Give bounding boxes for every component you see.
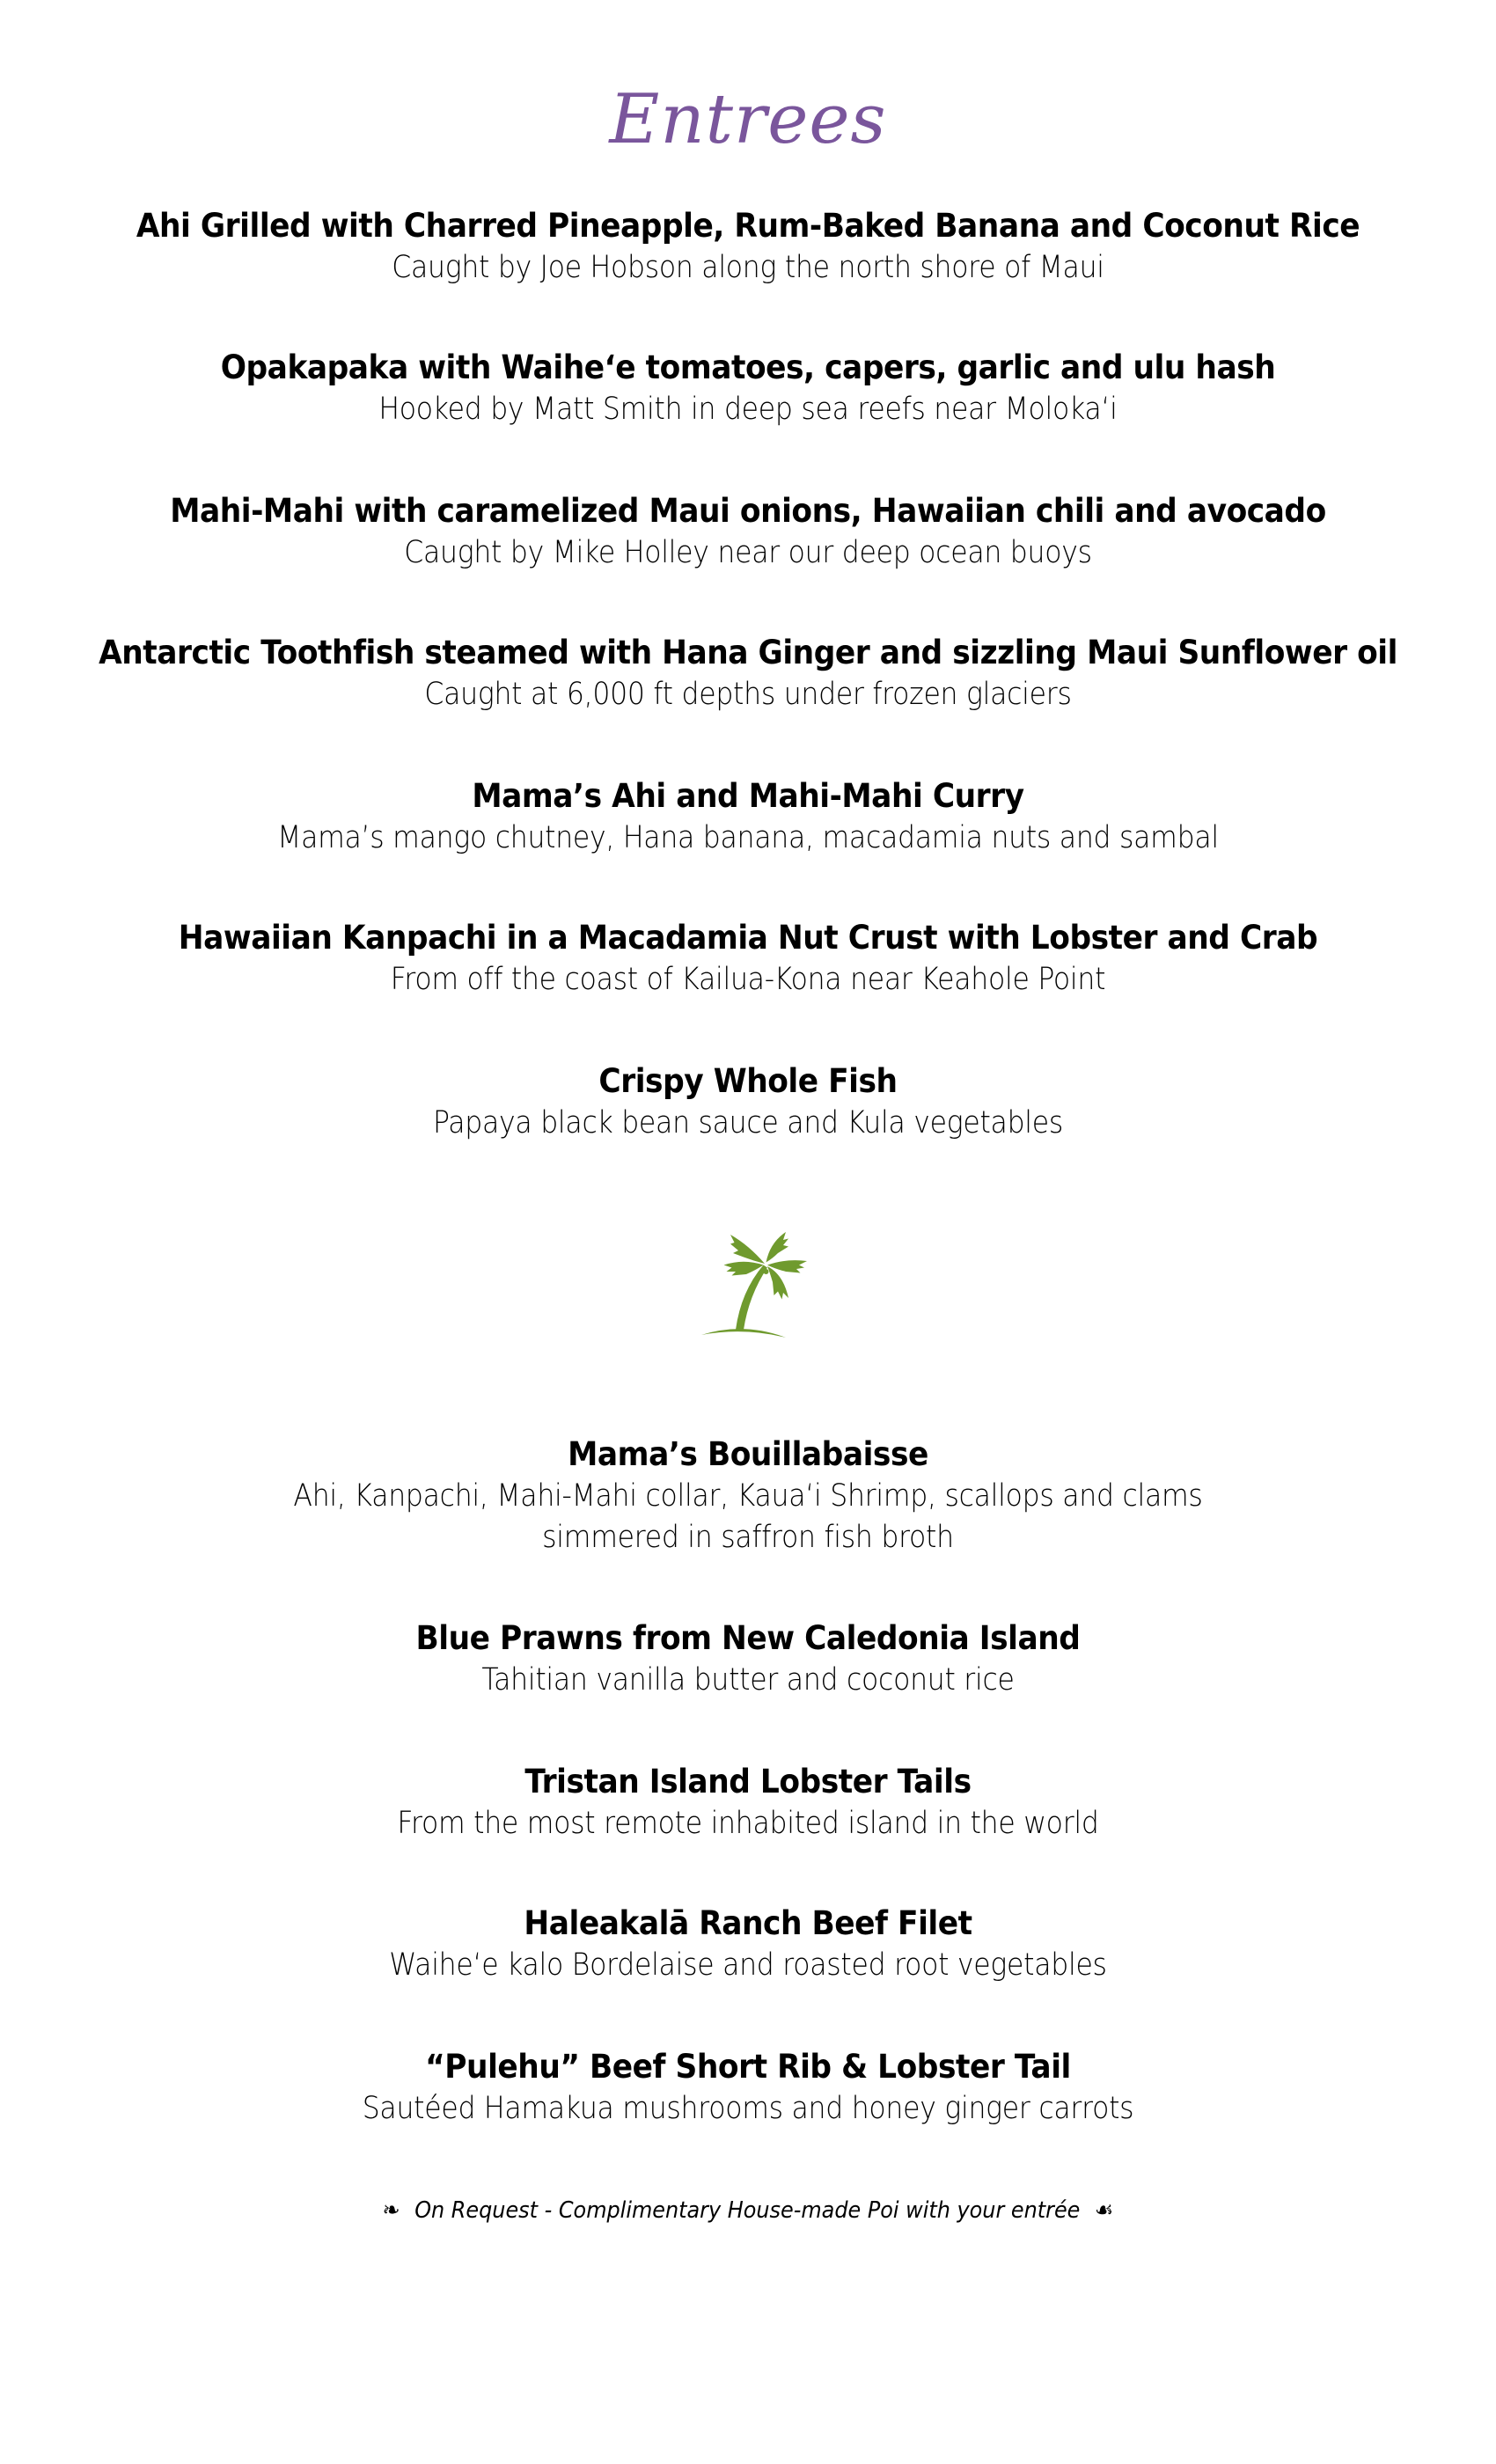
- item-name: Haleakalā Ranch Beef Filet: [524, 1904, 972, 1942]
- item-description: Waihe‘e kalo Bordelaise and roasted root vegetables: [389, 1947, 1107, 1983]
- menu-item: [0, 632, 1496, 715]
- menu-item: [0, 775, 1496, 859]
- menu-item: [0, 1617, 1496, 1701]
- menu-item: [0, 2046, 1496, 2130]
- page-title: Entrees: [609, 80, 887, 159]
- menu-item: [0, 205, 1496, 289]
- item-name: Mahi-Mahi with caramelized Maui onions, Hawaiian chili and avocado: [170, 492, 1326, 530]
- item-description: Caught at 6,000 ft depths under frozen glaciers: [424, 677, 1072, 712]
- item-description: Sautéed Hamakua mushrooms and honey ginger carrots: [362, 2091, 1134, 2126]
- item-description: Caught by Joe Hobson along the north shore of Maui: [392, 250, 1104, 285]
- footer-note: [60, 2193, 1436, 2228]
- menu-item: [0, 1434, 1496, 1558]
- item-description: From the most remote inhabited island in the world: [397, 1806, 1099, 1841]
- menu-item: [0, 490, 1496, 574]
- item-name: “Pulehu” Beef Short Rib & Lobster Tail: [425, 2048, 1071, 2086]
- menu-item: [0, 1060, 1496, 1144]
- item-name: Blue Prawns from New Caledonia Island: [415, 1619, 1081, 1657]
- fleuron-right-icon: ☙: [1094, 2197, 1114, 2224]
- menu-item: [0, 1903, 1496, 1986]
- fleuron-left-icon: ❧: [382, 2197, 400, 2224]
- item-description: Tahitian vanilla butter and coconut rice: [481, 1662, 1015, 1698]
- item-name: Mama’s Ahi and Mahi-Mahi Curry: [472, 777, 1024, 815]
- item-name: Crispy Whole Fish: [598, 1062, 898, 1100]
- item-description: Papaya black bean sauce and Kula vegetables: [432, 1105, 1064, 1140]
- menu-item: [0, 1761, 1496, 1844]
- item-description: Mama’s mango chutney, Hana banana, macadamia nuts and sambal: [277, 820, 1219, 855]
- menu-item: [0, 917, 1496, 1001]
- item-name: Tristan Island Lobster Tails: [524, 1763, 972, 1800]
- item-name: Antarctic Toothfish steamed with Hana Ginger and sizzling Maui Sunflower oil: [99, 634, 1397, 671]
- menu-item: [0, 347, 1496, 430]
- item-name: Hawaiian Kanpachi in a Macadamia Nut Crust with Lobster and Crab: [178, 919, 1318, 957]
- item-name: Ahi Grilled with Charred Pineapple, Rum-Baked Banana and Coconut Rice: [136, 207, 1360, 245]
- palm-tree-icon: [691, 1219, 823, 1351]
- item-name: Opakapaka with Waihe‘e tomatoes, capers, garlic and ulu hash: [220, 348, 1276, 386]
- item-description: From off the coast of Kailua-Kona near Keahole Point: [390, 962, 1106, 997]
- item-description-line-2: simmered in saffron fish broth: [542, 1520, 954, 1555]
- item-description: Ahi, Kanpachi, Mahi-Mahi collar, Kaua‘i Shrimp, scallops and clams: [293, 1478, 1203, 1514]
- item-description: Caught by Mike Holley near our deep ocean buoys: [404, 535, 1092, 570]
- item-description: Hooked by Matt Smith in deep sea reefs near Moloka‘i: [378, 392, 1118, 427]
- item-name: Mama’s Bouillabaisse: [568, 1435, 928, 1473]
- footer-text: On Request - Complimentary House-made Poi with your entrée: [414, 2197, 1081, 2224]
